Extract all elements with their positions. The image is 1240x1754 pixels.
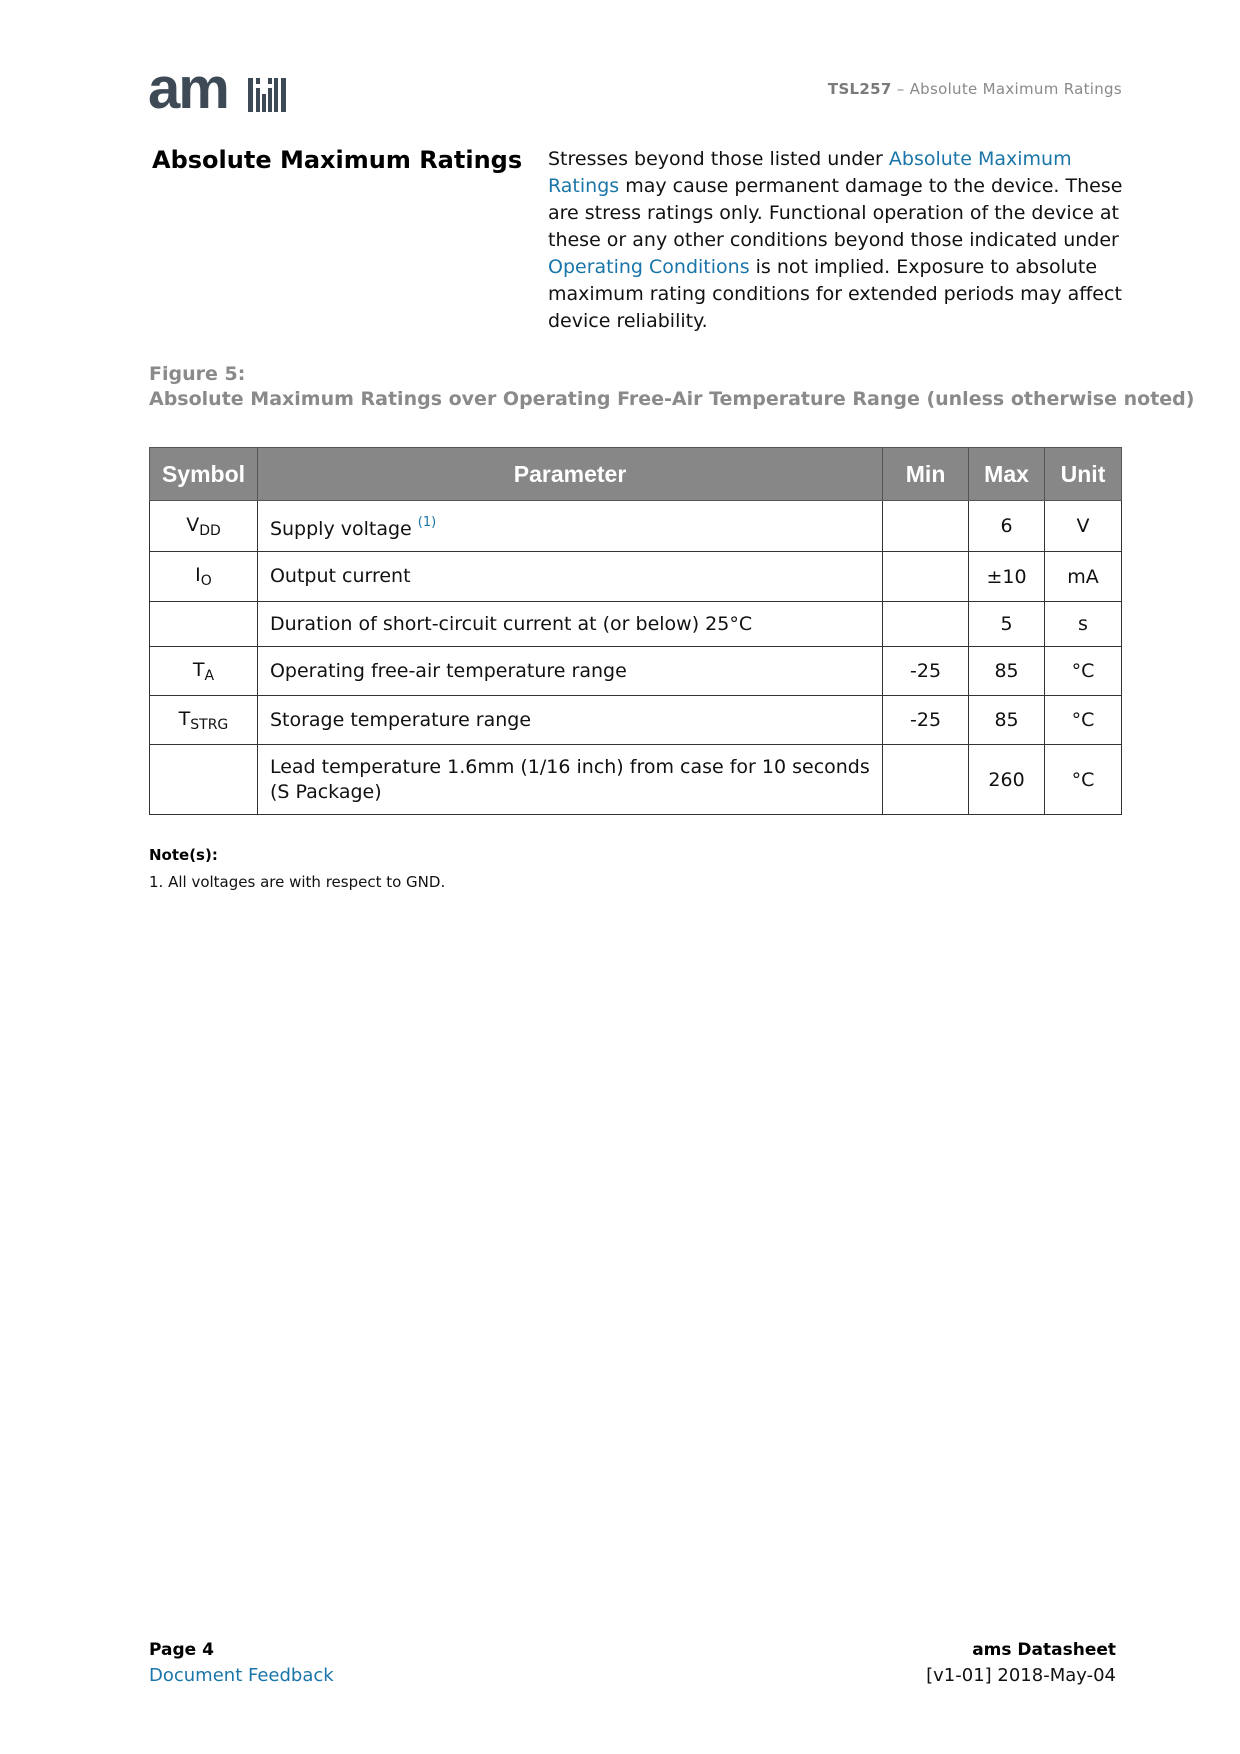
unit-cell: °C [1045,647,1122,696]
min-cell: -25 [883,696,969,745]
logo-text: am [148,56,228,121]
max-cell: 85 [969,696,1045,745]
section-title: Absolute Maximum Ratings [152,146,523,174]
footer-brand: ams Datasheet [972,1640,1116,1660]
max-cell: 85 [969,647,1045,696]
figure-title: Absolute Maximum Ratings over Operating Free-Air Temperature Range (unless otherwise noted) [149,388,1195,410]
symbol-cell: $T_{STRG}$ [150,696,258,745]
min-cell [883,602,969,647]
intro-text-1: Stresses beyond those listed under [548,148,889,170]
figure-label: Figure 5: [149,363,246,385]
figure-caption [149,362,1194,412]
parameter-cell: Operating free-air temperature range [257,647,882,696]
notes-label: Note(s): [149,846,218,864]
document-feedback-link[interactable]: Document Feedback [149,1665,334,1686]
min-cell [883,501,969,552]
header-separator: – [896,80,905,98]
max-cell: ±10 [969,552,1045,602]
table-row [150,501,1122,552]
unit-cell: s [1045,602,1122,647]
table-row [150,745,1122,815]
intro-text-2: may cause permanent damage to the device. These are stress ratings only. Functional operation of the device at these or any other conditions beyond those indicated under [548,175,1123,251]
header-section: Absolute Maximum Ratings [909,80,1122,98]
parameter-cell: Storage temperature range [257,696,882,745]
parameter-cell: Output current [257,552,882,602]
table-row [150,602,1122,647]
parameter-cell: Duration of short-circuit current at (or below) 25°C [257,602,882,647]
symbol-cell [150,602,258,647]
intro-text-3: is not implied. Exposure to absolute maximum rating conditions for extended periods may affect device reliability. [548,256,1122,332]
ratings-table [149,447,1122,815]
unit-cell: mA [1045,552,1122,602]
col-header-min: Min [883,448,969,501]
symbol-cell [150,745,258,815]
note-item: 1. All voltages are with respect to GND. [149,873,446,891]
table-row [150,647,1122,696]
unit-cell: °C [1045,745,1122,815]
max-cell: 5 [969,602,1045,647]
parameter-line-2: (S Package) [269,780,382,803]
unit-cell: °C [1045,696,1122,745]
max-cell: 6 [969,501,1045,552]
logo-grid-icon [248,74,290,114]
unit-cell: V [1045,501,1122,552]
header-product: TSL257 [827,80,892,98]
min-cell: -25 [883,647,969,696]
footer-version: [v1-01] 2018-May-04 [926,1665,1116,1686]
symbol-cell: $V_{DD}$ [150,501,258,552]
intro-paragraph [548,146,1128,335]
table-row [150,552,1122,602]
parameter-line-1: Lead temperature 1.6mm (1/16 inch) from case for 10 seconds [269,755,870,778]
max-cell: 260 [969,745,1045,815]
symbol-cell: $T_A$ [150,647,258,696]
parameter-cell [257,745,882,815]
table-header-row [150,448,1122,501]
note-ref-link[interactable]: (1) [417,515,437,530]
col-header-unit: Unit [1045,448,1122,501]
col-header-parameter: Parameter [257,448,882,501]
min-cell [883,552,969,602]
col-header-symbol: Symbol [150,448,258,501]
absolute-maximum-ratings-link[interactable]: Absolute Maximum Ratings [548,148,1072,197]
table-row [150,696,1122,745]
operating-conditions-link[interactable]: Operating Conditions [548,256,750,278]
symbol-cell: $I_O$ [150,552,258,602]
col-header-max: Max [969,448,1045,501]
parameter-cell: Supply voltage $^{(1)}$ [257,501,882,552]
min-cell [883,745,969,815]
running-header [828,80,1122,98]
page-number: Page 4 [149,1640,214,1660]
ams-logo [148,56,290,121]
